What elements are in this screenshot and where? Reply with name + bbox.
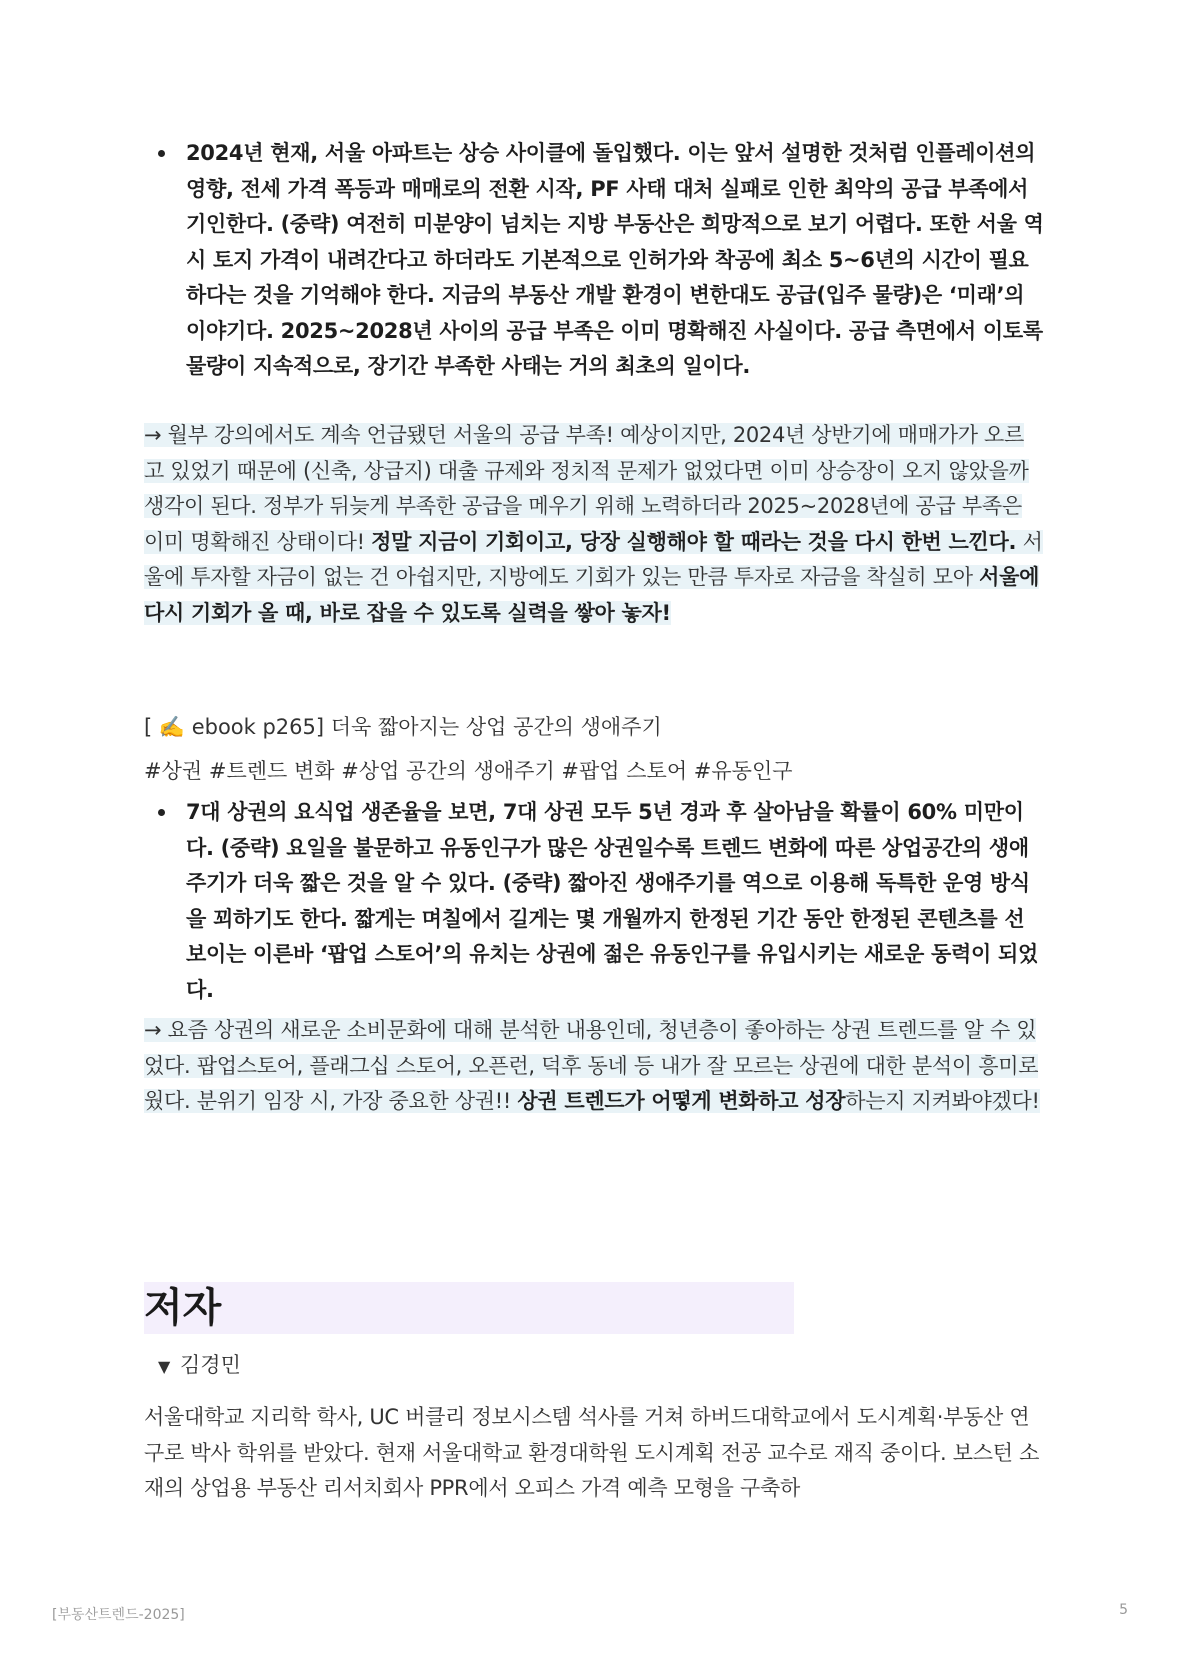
author-name: 김경민 (180, 1353, 241, 1377)
note-text: 하는지 지켜봐야겠다! (845, 1089, 1040, 1113)
note-text: → 월부 강의에서도 계속 언급됐던 서울의 공급 부족! 예상이지만, 2024년 상반기에 매매가가 오르고 있었기 때문에 (신축, 상급지) 대출 규제와 정치적 문제가 없었다면 이미 상승장이 오지 않았을까 생각이 된다. 정부가 뒤늦게 부족한 공급을 메우기 위해 노력하더라 2025~2028년에 공급 부족은 이미 명확해진 상태이다! (144, 423, 1029, 554)
author-toggle[interactable] (158, 1350, 241, 1382)
triangle-down-icon: ▼ (158, 1357, 171, 1376)
reflection-note-2 (144, 1013, 1044, 1120)
quote-text-1: 2024년 현재, 서울 아파트는 상승 사이클에 돌입했다. 이는 앞서 설명한 것처럼 인플레이션의 영향, 전세 가격 폭등과 매매로의 전환 시작, PF 사태 대처 실패로 인한 최악의 공급 부족에서 기인한다. (중략) 여전히 미분양이 넘치는 지방 부동산은 희망적으로 보기 어렵다. 또한 서울 역시 토지 가격이 내려간다고 하더라도 기본적으로 인허가와 착공에 최소 5~6년의 시간이 필요하다는 것을 기억해야 한다. 지금의 부동산 개발 환경이 변한대도 공급(입주 물량)은 ‘미래’의 이야기다. 2025~2028년 사이의 공급 부족은 이미 명확해진 사실이다. 공급 측면에서 이토록 물량이 지속적으로, 장기간 부족한 사태는 거의 최초의 일이다. (186, 141, 1044, 378)
note-bold-text: 정말 지금이 기회이고, 당장 실행해야 할 때라는 것을 다시 한번 느낀다. (371, 529, 1017, 554)
note-bold-text: 상권 트렌드가 어떻게 변화하고 성장 (517, 1089, 846, 1113)
hashtags: #상권 #트렌드 변화 #상업 공간의 생애주기 #팝업 스토어 #유동인구 (144, 759, 793, 783)
footer-title: [부동산트렌드-2025] (52, 1607, 185, 1623)
note-highlight (144, 423, 1043, 625)
ebook-reference: [ ✍️ ebook p265] 더욱 짧아지는 상업 공간의 생애주기 (144, 715, 662, 739)
note-bold-text: 서울에 다시 기회가 올 때, 바로 잡을 수 있도록 실력을 쌓아 놓자! (144, 565, 1040, 625)
note-text: 서울에 투자할 자금이 없는 건 아쉽지만, 지방에도 기회가 있는 만큼 투자로 자금을 착실히 모아 (144, 529, 1043, 589)
page-number: 5 (1119, 1602, 1128, 1618)
quote-bullet-1 (144, 136, 1044, 385)
reflection-note-1 (144, 418, 1044, 631)
bullet-dot (158, 150, 165, 157)
author-bio: 서울대학교 지리학 학사, UC 버클리 정보시스템 석사를 거쳐 하버드대학교에서 도시계획·부동산 연구로 박사 학위를 받았다. 현재 서울대학교 환경대학원 도시계획 전공 교수로 재직 중이다. 보스턴 소재의 상업용 부동산 리서치회사 PPR에서 오피스 가격 예측 모형을 구축하 (144, 1405, 1040, 1500)
author-heading: 저자 (144, 1282, 794, 1334)
bullet-dot (158, 809, 165, 816)
quote-text-2: 7대 상권의 요식업 생존율을 보면, 7대 상권 모두 5년 경과 후 살아남을 확률이 60% 미만이다. (중략) 요일을 불문하고 유동인구가 많은 상권일수록 트렌드 변화에 따른 상업공간의 생애주기가 더욱 짧은 것을 알 수 있다. (중략) 짧아진 생애주기를 역으로 이용해 독특한 운영 방식을 꾀하기도 한다. 짧게는 며칠에서 길게는 몇 개월까지 한정된 기간 동안 한정된 콘텐츠를 선보이는 이른바 ‘팝업 스토어’의 유치는 상권에 젊은 유동인구를 유입시키는 새로운 동력이 되었다. (186, 800, 1038, 1002)
quote-bullet-2 (144, 795, 1044, 1008)
note-highlight (144, 1018, 1040, 1113)
note-text: → 요즘 상권의 새로운 소비문화에 대해 분석한 내용인데, 청년층이 좋아하는 상권 트렌드를 알 수 있었다. 팝업스토어, 플래그십 스토어, 오픈런, 덕후 동네 등 내가 잘 모르는 상권에 대한 분석이 흥미로웠다. 분위기 임장 시, 가장 중요한 상권!! (144, 1018, 1039, 1113)
